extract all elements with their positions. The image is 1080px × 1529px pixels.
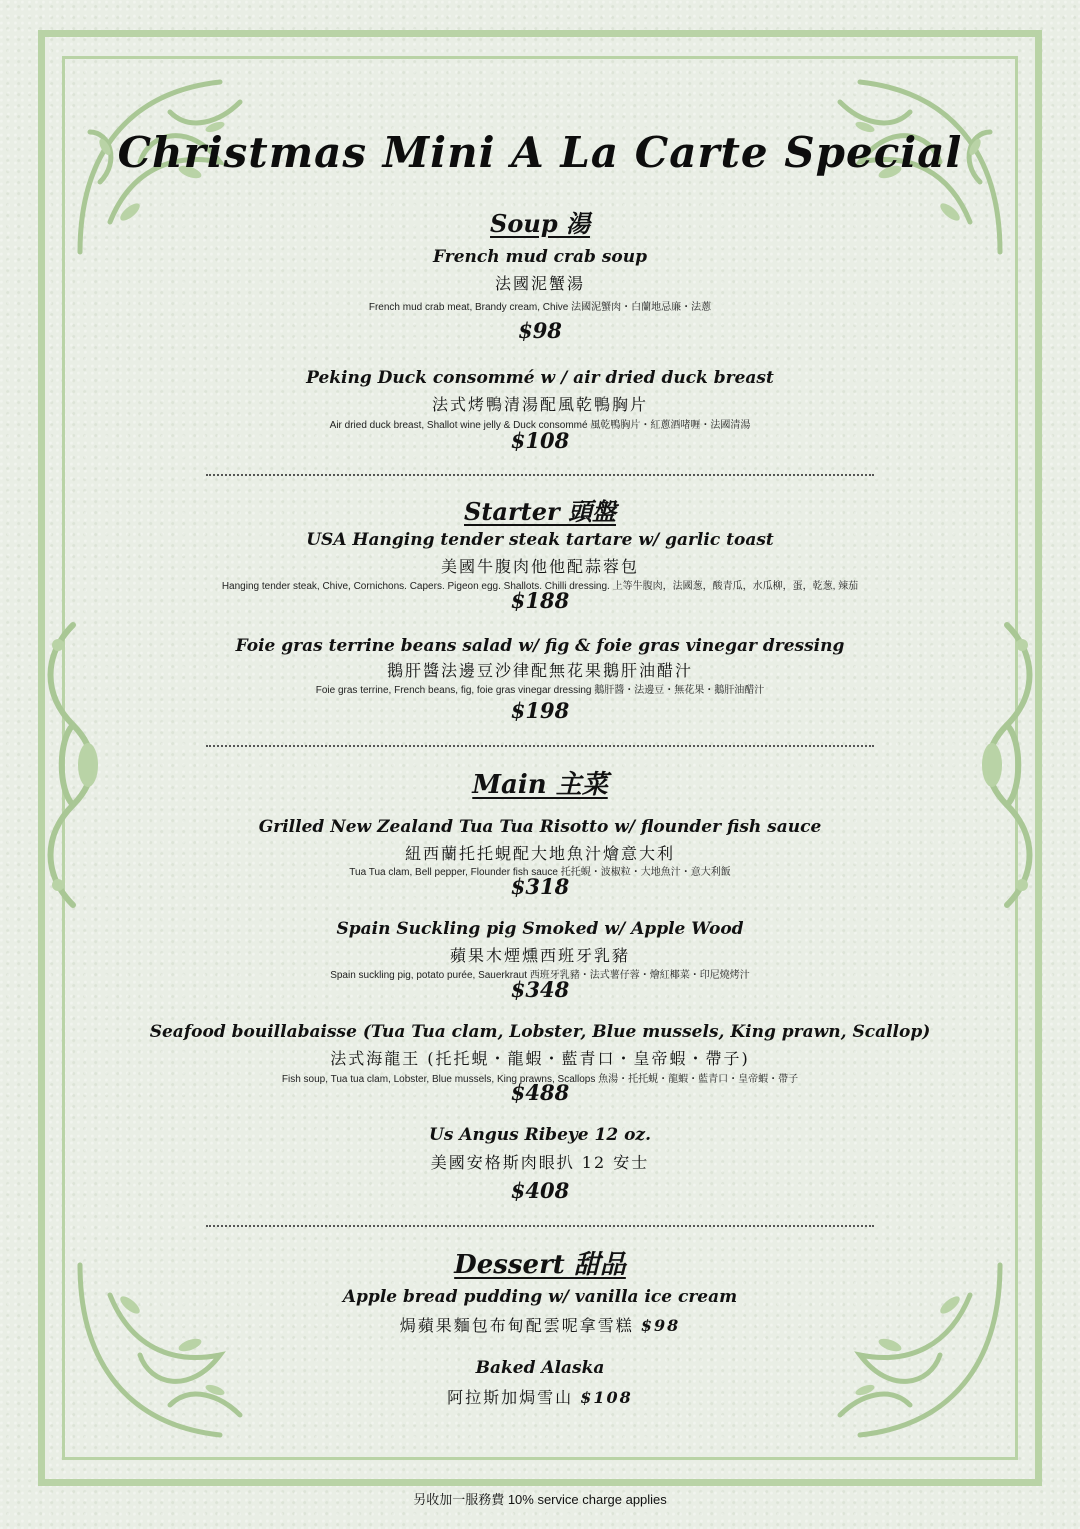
dish-name: Seafood bouillabaisse (Tua Tua clam, Lobster, Blue mussels, King prawn, Scallop) xyxy=(149,1022,931,1042)
dish-price: $198 xyxy=(510,698,570,723)
dish-name-zh: 美國安格斯肉眼扒 12 安士 xyxy=(430,1153,650,1172)
dish-name: Spain Suckling pig Smoked w/ Apple Wood xyxy=(336,919,744,939)
dish-name-zh: 鵝肝醬法邊豆沙律配無花果鵝肝油醋汁 xyxy=(386,661,693,680)
dish-name-zh: 美國牛腹肉他他配蒜蓉包 xyxy=(440,557,639,576)
dish-description: Foie gras terrine, French beans, fig, foie gras vinegar dressing 鵝肝醬・法邊豆・無花果・鵝肝油醋汁 xyxy=(315,685,765,696)
dish-name: Baked Alaska xyxy=(475,1358,605,1378)
section-heading-soup: Soup 湯 xyxy=(490,209,590,238)
dish-description: Hanging tender steak, Chive, Cornichons. Capers. Pigeon egg. Shallots. Chilli dressing. 上等牛腹肉，法國葱，酸青瓜，水瓜柳，蛋，乾葱, 辣茄 xyxy=(221,581,859,592)
dish-name-zh: 法國泥蟹湯 xyxy=(494,274,585,293)
dish-name: Apple bread pudding w/ vanilla ice cream xyxy=(342,1287,738,1307)
section-heading-starter: Starter 頭盤 xyxy=(464,497,616,526)
dish-price: $98 xyxy=(640,1316,681,1335)
dish-description: Air dried duck breast, Shallot wine jelly & Duck consommé 風乾鴨胸片・紅蔥酒啫喱・法國清湯 xyxy=(329,420,751,431)
dish-price: $108 xyxy=(510,428,570,453)
dish-name: French mud crab soup xyxy=(433,247,647,267)
service-charge-note: 另收加一服務費 10% service charge applies xyxy=(413,1492,667,1507)
section-divider xyxy=(206,474,874,476)
dish-name: Grilled New Zealand Tua Tua Risotto w/ flounder fish sauce xyxy=(258,817,822,837)
dish-name-zh: 阿拉斯加焗雪山 xyxy=(447,1388,574,1407)
dish-description: French mud crab meat, Brandy cream, Chive 法國泥蟹肉・白蘭地忌廉・法蔥 xyxy=(368,302,712,313)
dish-name-zh: 焗蘋果麵包布甸配雲呢拿雪糕 xyxy=(399,1316,634,1335)
dish-line-zh xyxy=(0,1313,1080,1336)
dish-price: $108 xyxy=(580,1388,633,1407)
dish-name: Us Angus Ribeye 12 oz. xyxy=(429,1125,651,1145)
dish-name-zh: 蘋果木煙燻西班牙乳豬 xyxy=(449,946,630,965)
dish-price: $408 xyxy=(510,1178,570,1203)
dish-description: Tua Tua clam, Bell pepper, Flounder fish sauce 托托蜆・波椒粒・大地魚汁・意大利飯 xyxy=(349,867,731,878)
menu-title: Christmas Mini A La Carte Special xyxy=(117,128,963,177)
dish-price: $98 xyxy=(518,318,562,343)
dish-name: Peking Duck consommé w / air dried duck breast xyxy=(306,368,774,388)
flourish-bottom-right-icon xyxy=(810,1255,1010,1455)
dish-name-zh: 法式烤鴨清湯配風乾鴨胸片 xyxy=(431,395,648,414)
dish-name: USA Hanging tender steak tartare w/ garlic toast xyxy=(306,530,774,550)
dish-name-zh: 法式海龍王 (托托蜆・龍蝦・藍青口・皇帝蝦・帶子) xyxy=(330,1049,750,1068)
section-heading-main: Main 主菜 xyxy=(472,770,608,800)
flourish-bottom-left-icon xyxy=(70,1255,270,1455)
section-heading-dessert: Dessert 甜品 xyxy=(454,1250,626,1280)
dish-price: $488 xyxy=(510,1080,570,1105)
section-divider xyxy=(206,1225,874,1227)
dish-description: Spain suckling pig, potato purée, Sauerkraut 西班牙乳豬・法式薯仔蓉・燴紅椰菜・印尼燒烤汁 xyxy=(330,970,750,981)
dish-price: $348 xyxy=(510,977,570,1002)
dish-price: $188 xyxy=(510,588,570,613)
dish-price: $318 xyxy=(510,874,570,899)
dish-line-zh xyxy=(0,1385,1080,1408)
dish-name-zh: 紐西蘭托托蜆配大地魚汁燴意大利 xyxy=(404,844,675,863)
section-divider xyxy=(206,745,874,747)
dish-description: Fish soup, Tua tua clam, Lobster, Blue mussels, King prawns, Scallops 魚湯・托托蜆・龍蝦・藍青口・皇帝蝦・帶子 xyxy=(281,1074,799,1085)
dish-name: Foie gras terrine beans salad w/ fig & foie gras vinegar dressing xyxy=(235,636,845,656)
